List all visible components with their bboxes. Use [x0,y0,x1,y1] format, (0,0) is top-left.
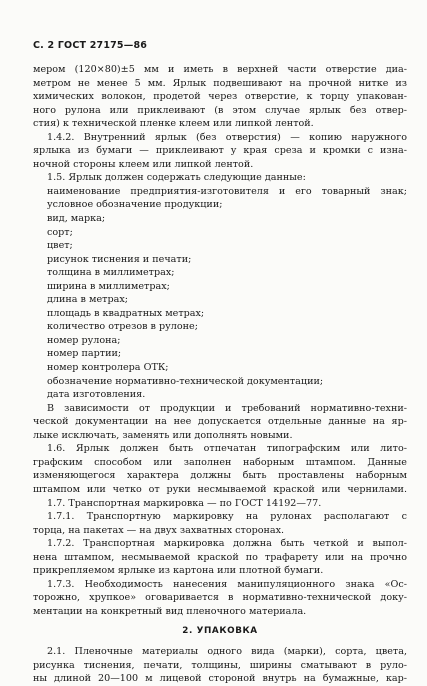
text-line: торца, на пакетах — на двух захватных сторонах. [33,524,285,536]
page-header: С. 2 ГОСТ 27175—86 [33,40,148,51]
list-item: номер партии; [47,348,122,360]
text-line: 1.5. Ярлык должен содержать следующие данные: [47,172,306,184]
text-line: химических волокон, продетой через отверстие, к торцу упакован- [33,91,407,103]
list-item: количество отрезов в рулоне; [47,321,198,333]
list-item: номер контролера ОТК; [47,362,169,374]
list-item: рисунок тиснения и печати; [47,253,192,265]
text-line: 1.6. Ярлык должен быть отпечатан типографским или лито- [47,443,407,455]
text-line: 2.1. Пленочные материалы одного вида (марки), сорта, цвета, [47,645,407,657]
text-line: лыке исключать, заменять или дополнять новыми. [33,429,293,441]
text-line: ческой документации на нее допускается отдельные данные на яр- [33,416,407,428]
text-line: стия) к технической пленке клеем или липкой лентой. [33,118,314,130]
text-line: рисунка тиснения, печати, толщины, ширины сматывают в руло- [33,659,407,671]
list-item: сорт; [47,226,73,238]
text-line: штампом или четко от руки несмываемой краской или чернилами. [33,483,407,495]
text-line: мером (120×80)±5 мм и иметь в верхней части отверстие диа- [33,64,407,75]
text-line: ны длиной 20—100 м лицевой стороной внутрь на бумажные, кар- [33,673,407,685]
list-item: обозначение нормативно-технической документации; [47,375,324,387]
list-item: длина в метрах; [47,294,128,306]
text-line: ночной стороны клеем или липкой лентой. [33,158,254,170]
text-line: торожно, хрупкое» оговаривается в нормативно-технической доку- [33,592,407,604]
text-line: изменяющегося характера должны быть проставлены наборным [33,470,407,482]
section-title: 2. УПАКОВКА [182,626,258,637]
text-line: ментации на конкретный вид пленочного материала. [33,605,307,617]
text-line: 1.7.1. Транспортную маркировку на рулонах располагают с [47,511,407,523]
list-item: номер рулона; [47,334,121,346]
list-item: вид, марка; [47,213,106,225]
list-item: цвет; [47,240,73,252]
list-item: наименование предприятия-изготовителя и его товарный знак; [47,185,407,197]
text-line: нена штампом, несмываемой краской по трафарету или на прочно [33,551,407,563]
list-item: толщина в миллиметрах; [47,267,175,279]
text-line: метром не менее 5 мм. Ярлык подвешивают на прочной нитке из [33,77,407,89]
document-body [33,63,407,686]
text-line: 1.7.3. Необходимость нанесения манипуляционного знака «Ос- [47,578,407,590]
list-item: дата изготовления. [47,389,146,401]
text-line: ярлыка из бумаги — приклеивают у края среза и кромки с изна- [33,145,407,157]
text-line: прикрепляемом ярлыке из картона или плотной бумаги. [33,565,324,577]
text-line: графским способом или заполнен наборным штампом. Данные [33,456,407,468]
list-item: ширина в миллиметрах; [47,280,170,292]
text-line: 1.4.2. Внутренний ярлык (без отверстия) — копию наружного [47,131,407,143]
text-line: 1.7.2. Транспортная маркировка должна быть четкой и выпол- [47,538,407,550]
text-line: В зависимости от продукции и требований нормативно-техни- [47,402,407,414]
list-item: условное обозначение продукции; [47,199,223,211]
text-line: 1.7. Транспортная маркировка — по ГОСТ 14192—77. [47,497,322,509]
list-item: площадь в квадратных метрах; [47,307,205,319]
text-line: ного рулона или приклеивают (в этом случае ярлык без отвер- [33,104,407,116]
